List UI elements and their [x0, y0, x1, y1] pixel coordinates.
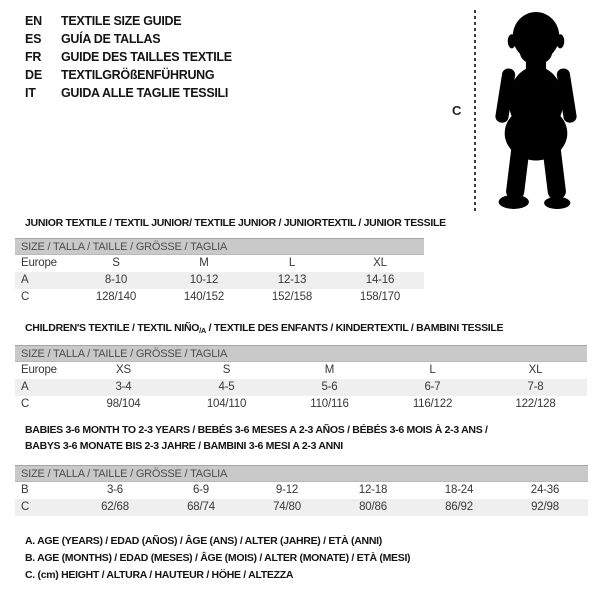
language-code: FR	[25, 50, 42, 64]
table-row-months	[15, 482, 588, 499]
table-row-europe	[15, 362, 587, 379]
table-cell: 14-16	[336, 272, 424, 289]
footnote-b: B. AGE (MONTHS) / EDAD (MESES) / ÂGE (MOIS) / ALTER (MONATE) / ETÀ (MESI)	[25, 552, 411, 564]
children-title-pre: CHILDREN'S TEXTILE / TEXTIL NIÑO	[25, 322, 200, 334]
table-cell: 86/92	[416, 499, 502, 516]
language-code: ES	[25, 32, 42, 46]
babies-table-title-line2: BABYS 3-6 MONATE BIS 2-3 JAHRE / BAMBINI 3-6 MESI A 2-3 ANNI	[25, 440, 343, 452]
children-title-post: / TEXTILE DES ENFANTS / KINDERTEXTIL / BAMBINI TESSILE	[206, 322, 504, 334]
row-label: Europe	[21, 364, 57, 377]
babies-table-title-line1: BABIES 3-6 MONTH TO 2-3 YEARS / BEBÉS 3-6 MESES A 2-3 AÑOS / BÉBÉS 3-6 MOIS À 2-3 ANS /	[25, 424, 488, 436]
table-cell: 122/128	[515, 398, 556, 410]
table-cell: 116/122	[412, 398, 453, 410]
table-cell: 12-18	[358, 484, 388, 497]
language-title: GUIDE DES TAILLES TEXTILE	[61, 50, 232, 64]
language-row-es	[25, 30, 232, 48]
junior-size-table	[15, 238, 424, 306]
table-header-row	[15, 346, 587, 362]
table-cell: 3-6	[106, 484, 124, 497]
table-header-row	[15, 239, 424, 255]
row-label: A	[15, 379, 72, 396]
table-cell: 140/152	[183, 291, 225, 303]
table-cell: S	[222, 364, 231, 377]
table-cell: 6-7	[381, 379, 484, 396]
language-code: EN	[25, 14, 42, 28]
table-cell: 62/68	[72, 499, 158, 516]
table-cell: S	[112, 257, 120, 270]
table-cell: 98/104	[106, 398, 141, 410]
language-row-it	[25, 84, 232, 102]
children-title-subscript: /A	[199, 326, 207, 335]
row-label: A	[15, 272, 72, 289]
language-title: GUÍA DE TALLAS	[61, 32, 161, 46]
table-row-height	[15, 499, 588, 516]
table-cell: 110/116	[310, 398, 349, 410]
table-cell: M	[199, 257, 209, 270]
table-cell: 9-12	[275, 484, 299, 497]
language-list	[25, 12, 232, 102]
table-cell: 3-4	[72, 379, 175, 396]
footnotes	[25, 533, 410, 584]
row-label: C	[21, 291, 30, 303]
language-code: IT	[25, 86, 36, 100]
table-cell: 104/110	[206, 398, 247, 410]
table-cell: 158/170	[359, 291, 401, 303]
table-cell: M	[324, 364, 335, 377]
size-header-cell: SIZE / TALLA / TAILLE / GRÖSSE / TAGLIA	[15, 239, 424, 255]
table-cell: 24-36	[530, 484, 560, 497]
table-cell: XS	[116, 364, 131, 377]
table-row-age	[15, 379, 587, 396]
language-row-fr	[25, 48, 232, 66]
table-cell: XL	[373, 257, 387, 270]
table-cell: 152/158	[271, 291, 313, 303]
footnote-a: A. AGE (YEARS) / EDAD (AÑOS) / ÂGE (ANS) / ALTER (JAHRE) / ETÀ (ANNI)	[25, 535, 382, 547]
table-header-row	[15, 466, 588, 482]
table-cell: L	[429, 364, 436, 377]
table-cell: 80/86	[330, 499, 416, 516]
table-row-height	[15, 396, 587, 413]
language-row-de	[25, 66, 232, 84]
language-row-en	[25, 12, 232, 30]
table-cell: 7-8	[484, 379, 587, 396]
row-label: C	[15, 499, 72, 516]
table-cell: 4-5	[175, 379, 278, 396]
table-row-europe	[15, 255, 424, 272]
table-cell: 128/140	[95, 291, 137, 303]
row-label: Europe	[21, 257, 57, 270]
table-cell: 68/74	[158, 499, 244, 516]
footnote-c: C. (cm) HEIGHT / ALTURA / HAUTEUR / HÖHE / ALTEZZA	[25, 569, 294, 581]
table-cell: XL	[528, 364, 543, 377]
height-measurement-figure	[440, 8, 600, 218]
table-cell: 10-12	[160, 272, 248, 289]
table-row-height	[15, 289, 424, 306]
table-cell: 6-9	[192, 484, 210, 497]
children-table-title	[25, 322, 503, 335]
language-title: GUIDA ALLE TAGLIE TESSILI	[61, 86, 229, 100]
language-code: DE	[25, 68, 42, 82]
table-row-age	[15, 272, 424, 289]
language-title: TEXTILGRÖßENFÜHRUNG	[61, 68, 215, 82]
table-cell: 5-6	[278, 379, 381, 396]
row-label: C	[21, 398, 30, 410]
toddler-silhouette-icon	[484, 10, 588, 212]
junior-table-title: JUNIOR TEXTILE / TEXTIL JUNIOR/ TEXTILE JUNIOR / JUNIORTEXTIL / JUNIOR TESSILE	[25, 217, 446, 229]
table-cell: L	[288, 257, 296, 270]
table-cell: 12-13	[248, 272, 336, 289]
size-header-cell: SIZE / TALLA / TAILLE / GRÖSSE / TAGLIA	[15, 466, 588, 482]
size-header-cell: SIZE / TALLA / TAILLE / GRÖSSE / TAGLIA	[15, 346, 587, 362]
height-c-label: C	[452, 103, 462, 118]
babies-size-table	[15, 465, 588, 516]
table-cell: 18-24	[444, 484, 474, 497]
height-dashed-line	[474, 10, 476, 212]
row-label: B	[21, 484, 29, 497]
table-cell: 8-10	[72, 272, 160, 289]
table-cell: 74/80	[244, 499, 330, 516]
table-cell: 92/98	[502, 499, 588, 516]
language-title: TEXTILE SIZE GUIDE	[61, 14, 182, 28]
children-size-table	[15, 345, 587, 413]
